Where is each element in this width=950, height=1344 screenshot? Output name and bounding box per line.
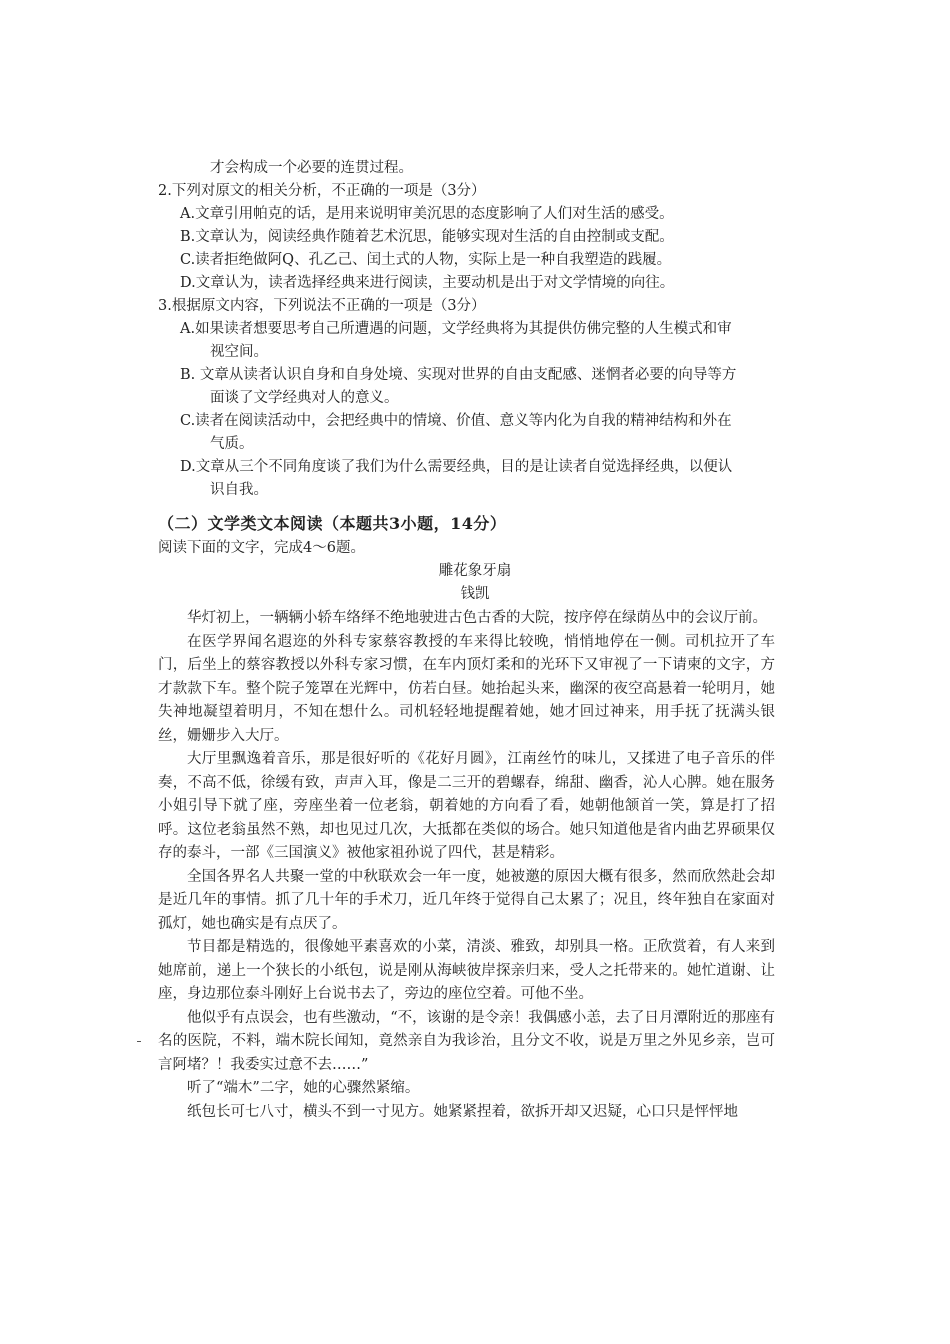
q1-continuation: 才会构成一个必要的连贯过程。 xyxy=(210,160,413,176)
question-2-option-b: B.文章认为，阅读经典作随着艺术沉思，能够实现对生活的自由控制或支配。 xyxy=(180,229,674,245)
question-3-option-c-line1: C.读者在阅读活动中，会把经典中的情境、价值、意义等内化为自我的精神结构和外在 xyxy=(180,413,732,429)
question-3-option-b-line2: 面谈了文学经典对人的意义。 xyxy=(210,390,399,406)
story-paragraph: 在医学界闻名遐迩的外科专家蔡容教授的车来得比较晚，悄悄地停在一侧。司机拉开了车门，后坐上的蔡容教授以外科专家习惯，在车内顶灯柔和的光环下又审视了一下请柬的文字，方才款款下车。整个院子笼罩在光辉中，仿若白昼。她抬起头来，幽深的夜空高悬着一轮明月，她失神地凝望着明月，不知在想什么。司机轻轻地提醒着她，她才回过神来，用手抚了抚满头银丝，姗姗步入大厅。 xyxy=(158,633,775,744)
question-2-option-a: A.文章引用帕克的话，是用来说明审美沉思的态度影响了人们对生活的感受。 xyxy=(180,206,674,222)
scan-mark xyxy=(137,1041,141,1042)
story-paragraph: 听了“端木”二字，她的心骤然紧缩。 xyxy=(187,1080,420,1096)
question-2-stem: 2.下列对原文的相关分析，不正确的一项是（3分） xyxy=(158,183,486,199)
question-3-option-d-line2: 识自我。 xyxy=(210,482,268,498)
story-title: 雕花象牙扇 xyxy=(438,563,512,579)
question-3-option-b-line1: B. 文章从读者认识自身和自身处境、实现对世界的自由支配感、迷惘者必要的向导等方 xyxy=(180,367,737,383)
story-paragraph: 纸包长可七八寸，横头不到一寸见方。她紧紧捏着，欲拆开却又迟疑，心口只是怦怦地 xyxy=(187,1103,738,1120)
story-author: 钱凯 xyxy=(460,586,490,602)
question-3-option-d-line1: D.文章从三个不同角度谈了我们为什么需要经典，目的是让读者自觉选择经典，以便认 xyxy=(180,459,733,475)
story-paragraph: 全国各界名人共聚一堂的中秋联欢会一年一度，她被邀的原因大概有很多，然而欣然赴会却是近几年的事情。抓了几十年的手术刀，近几年终于觉得自己太累了；况且，终年独自在家面对孤灯，她也确实是有点厌了。 xyxy=(158,868,775,932)
question-3-option-c-line2: 气质。 xyxy=(210,436,254,452)
question-3-option-a-line2: 视空间。 xyxy=(210,344,268,360)
story-paragraph: 他似乎有点误会，也有些激动，“不，该谢的是令亲！我偶感小恙，去了日月潭附近的那座有名的医院，不料，端木院长闻知，竟然亲自为我诊治，且分文不收，说是万里之外见乡亲，岂可言阿堵？！我委实过意不去……” xyxy=(158,1009,775,1073)
question-2-option-c: C.读者拒绝做阿Q、孔乙己、闰土式的人物，实际上是一种自我塑造的践履。 xyxy=(180,252,672,268)
question-3-stem: 3.根据原文内容，下列说法不正确的一项是（3分） xyxy=(158,298,486,314)
question-3-option-a-line1: A.如果读者想要思考自己所遭遇的问题，文学经典将为其提供仿佛完整的人生模式和审 xyxy=(180,321,732,337)
story-paragraph: 华灯初上，一辆辆小轿车络绎不绝地驶进古色古香的大院，按序停在绿荫丛中的会议厅前。 xyxy=(187,610,767,626)
reading-instruction: 阅读下面的文字，完成4～6题。 xyxy=(158,540,365,556)
story-body xyxy=(158,607,775,1124)
question-2-option-d: D.文章认为，读者选择经典来进行阅读，主要动机是出于对文学情境的向往。 xyxy=(180,275,675,291)
section-heading: （二）文学类文本阅读（本题共3小题，14分） xyxy=(158,514,507,533)
story-paragraph: 节目都是精选的，很像她平素喜欢的小菜，清淡、雅致，却别具一格。正欣赏着，有人来到她席前，递上一个狭长的小纸包，说是刚从海峡彼岸探亲归来，受人之托带来的。她忙道谢、让座，身边那位泰斗刚好上台说书去了，旁边的座位空着。可他不坐。 xyxy=(158,939,775,1002)
story-paragraph: 大厅里飘逸着音乐，那是很好听的《花好月圆》，江南丝竹的味儿，又揉进了电子音乐的伴奏，不高不低，徐缓有致，声声入耳，像是二三开的碧螺春，绵甜、幽香，沁人心脾。她在服务小姐引导下就了座，旁座坐着一位老翁，朝着她的方向看了看，她朝他颔首一笑，算是打了招呼。这位老翁虽然不熟，却也见过几次，大抵都在类似的场合。她只知道他是省内曲艺界硕果仅存的泰斗，一部《三国演义》被他家祖孙说了四代，甚是精彩。 xyxy=(158,751,775,861)
